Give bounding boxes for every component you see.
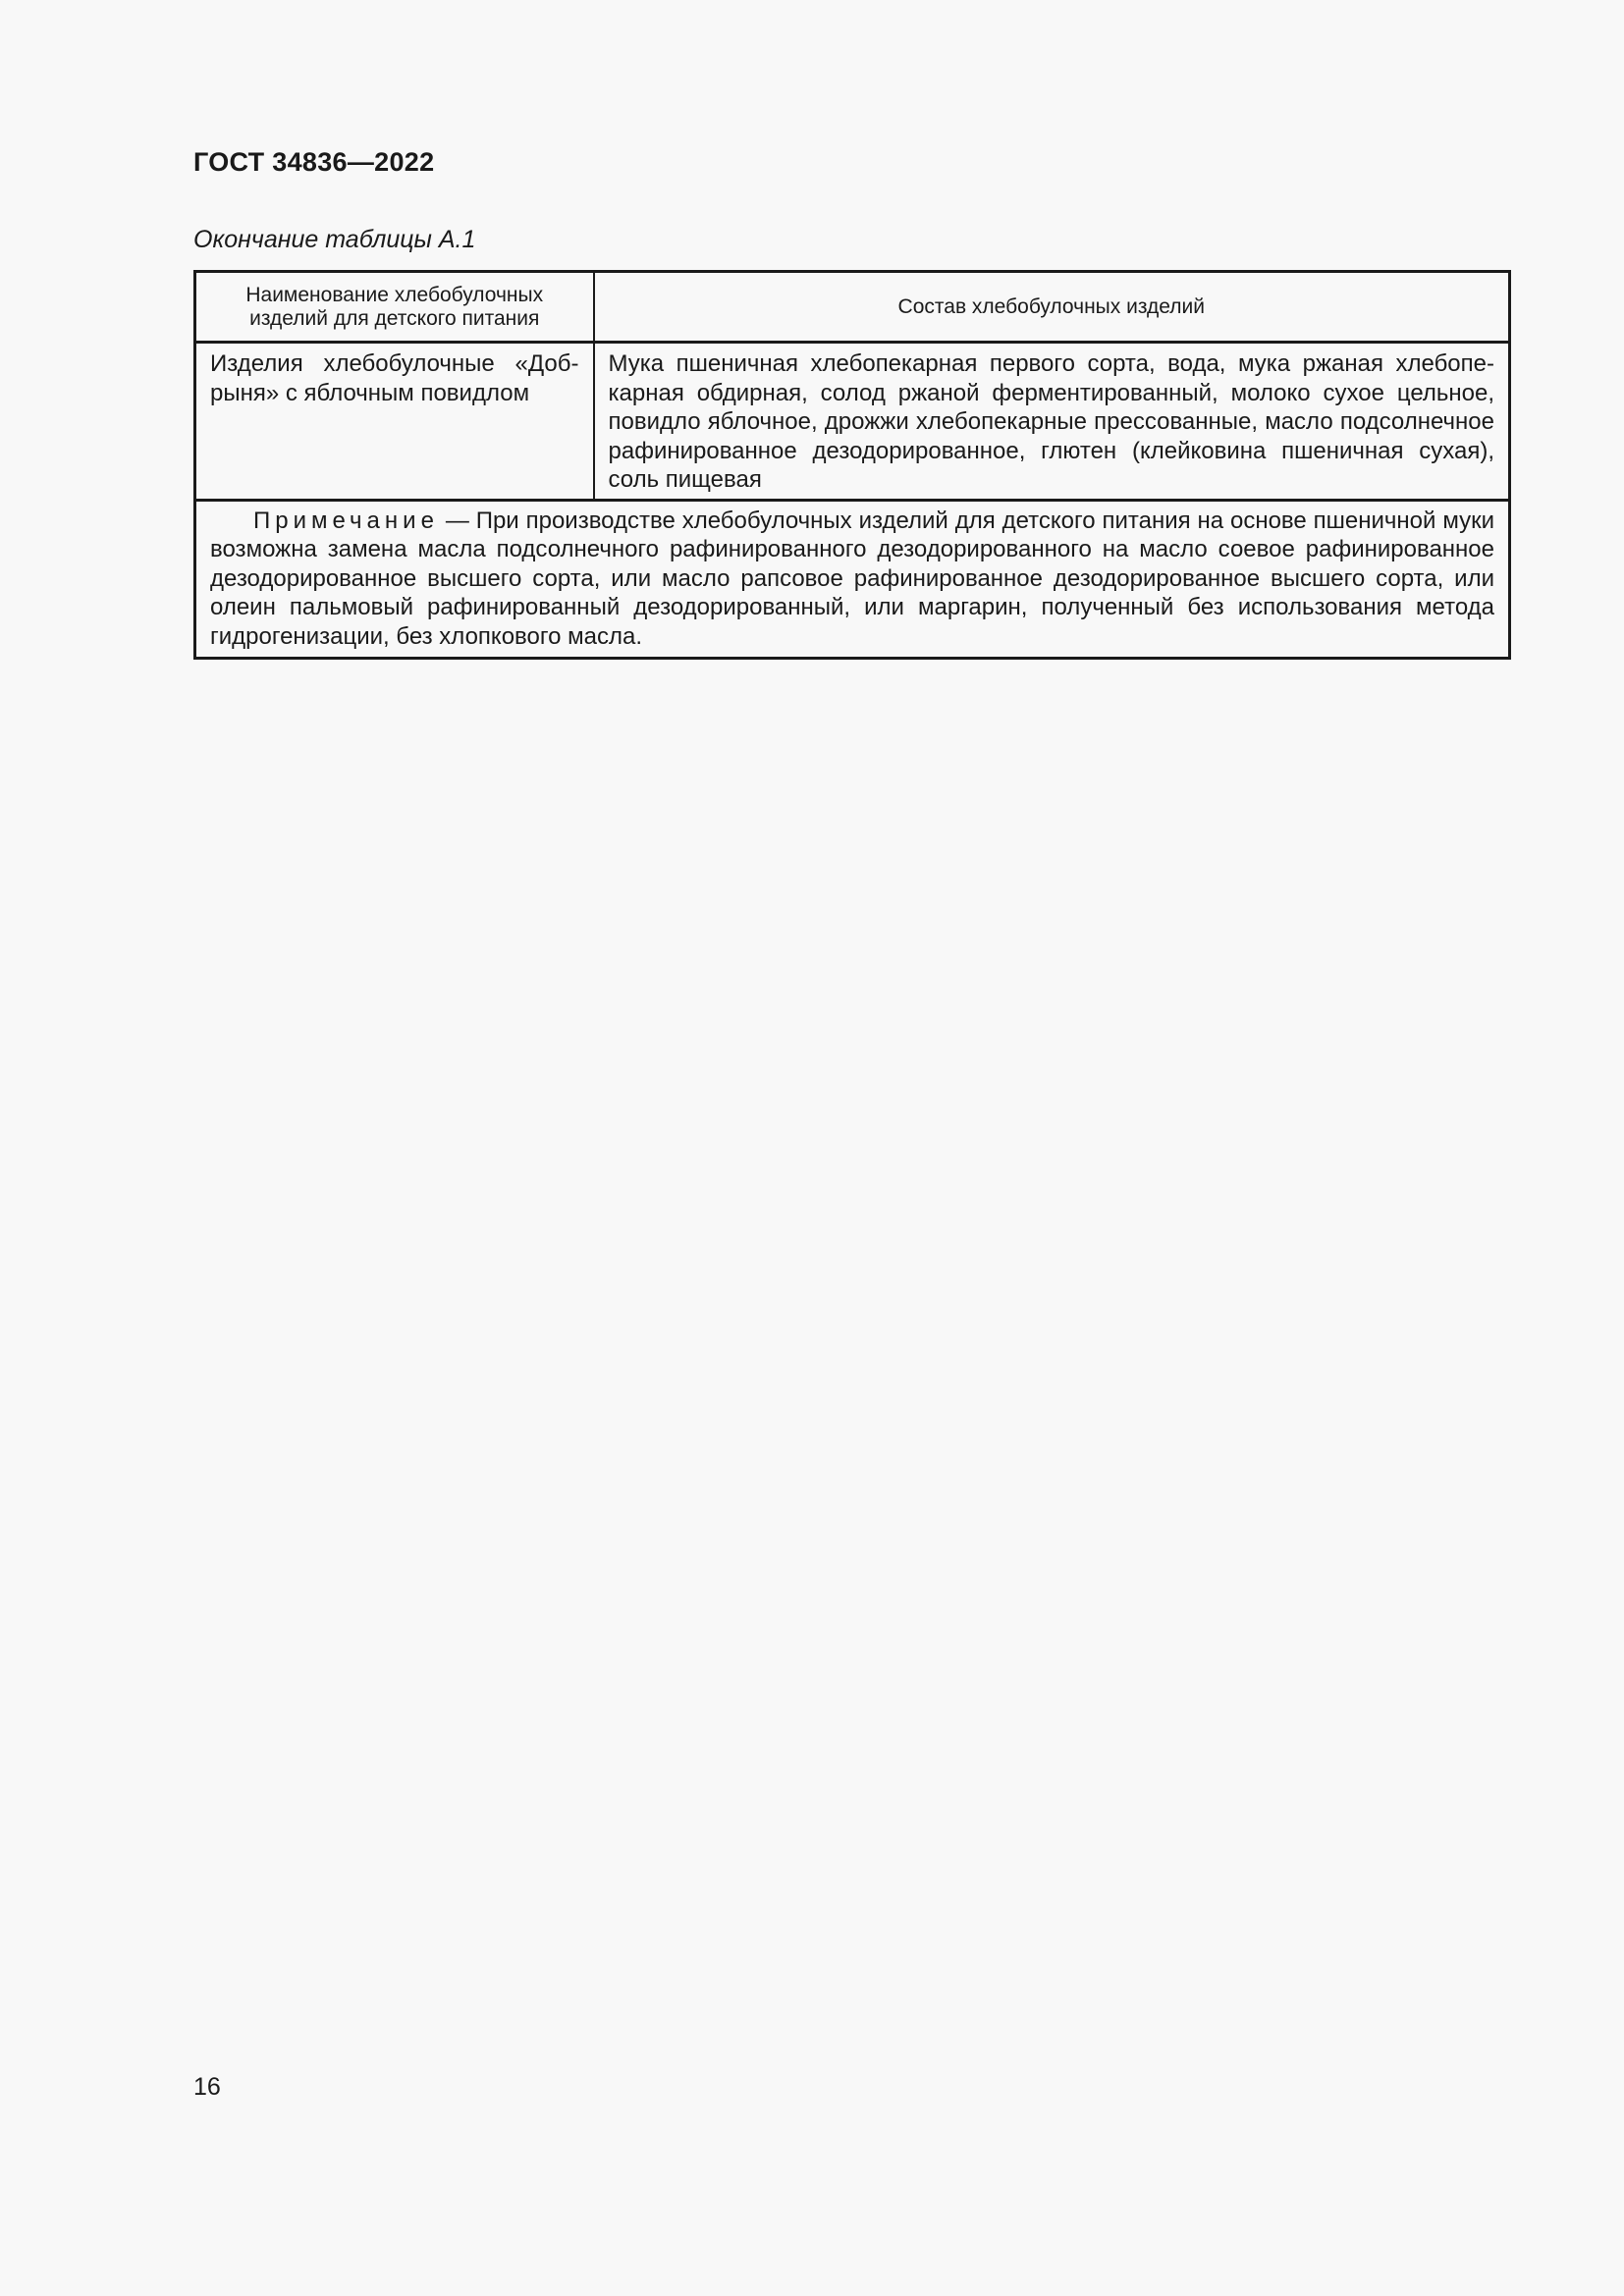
note-label: Примечание (253, 507, 439, 534)
product-composition-cell: Мука пшеничная хлебопекарная первого сорта, вода, мука ржаная хлебопекарная обдирная, солод ржаной ферментированный, молоко сухое цельное, повидло яблочное, дрожжи хлебопекарные прессованные, масло подсолнечное рафинированное дезодорированное, глютен (клейковина пшеничная сухая), соль пищевая (594, 343, 1510, 501)
page-number: 16 (193, 2073, 221, 2101)
table-row (195, 343, 1510, 501)
column-header-product-name: Наименование хлебобулочных изделий для детского питания (195, 272, 594, 343)
products-composition-table (193, 270, 1511, 660)
table-caption: Окончание таблицы А.1 (193, 226, 476, 253)
column-header-composition: Состав хлебобулочных изделий (594, 272, 1510, 343)
table-note-cell (195, 500, 1510, 659)
product-name-cell: Изделия хлебобулочные «Добрыня» с яблочным повидлом (195, 343, 594, 501)
note-text: — При производстве хлебобулочных изделий для детского питания на основе пшеничной муки возможна замена масла подсолнечного рафинированного дезодорированного на масло соевое рафинированное дезодорированное высшего сорта, или масло рапсовое рафинированное дезодорированное высшего сорта, или олеин пальмовый рафинированный дезодорированный, или маргарин, полученный без использования метода гидрогенизации, без хлопкового масла. (210, 507, 1494, 650)
table-note-row (195, 500, 1510, 659)
document-code: ГОСТ 34836—2022 (193, 147, 435, 177)
table-header-row (195, 272, 1510, 343)
